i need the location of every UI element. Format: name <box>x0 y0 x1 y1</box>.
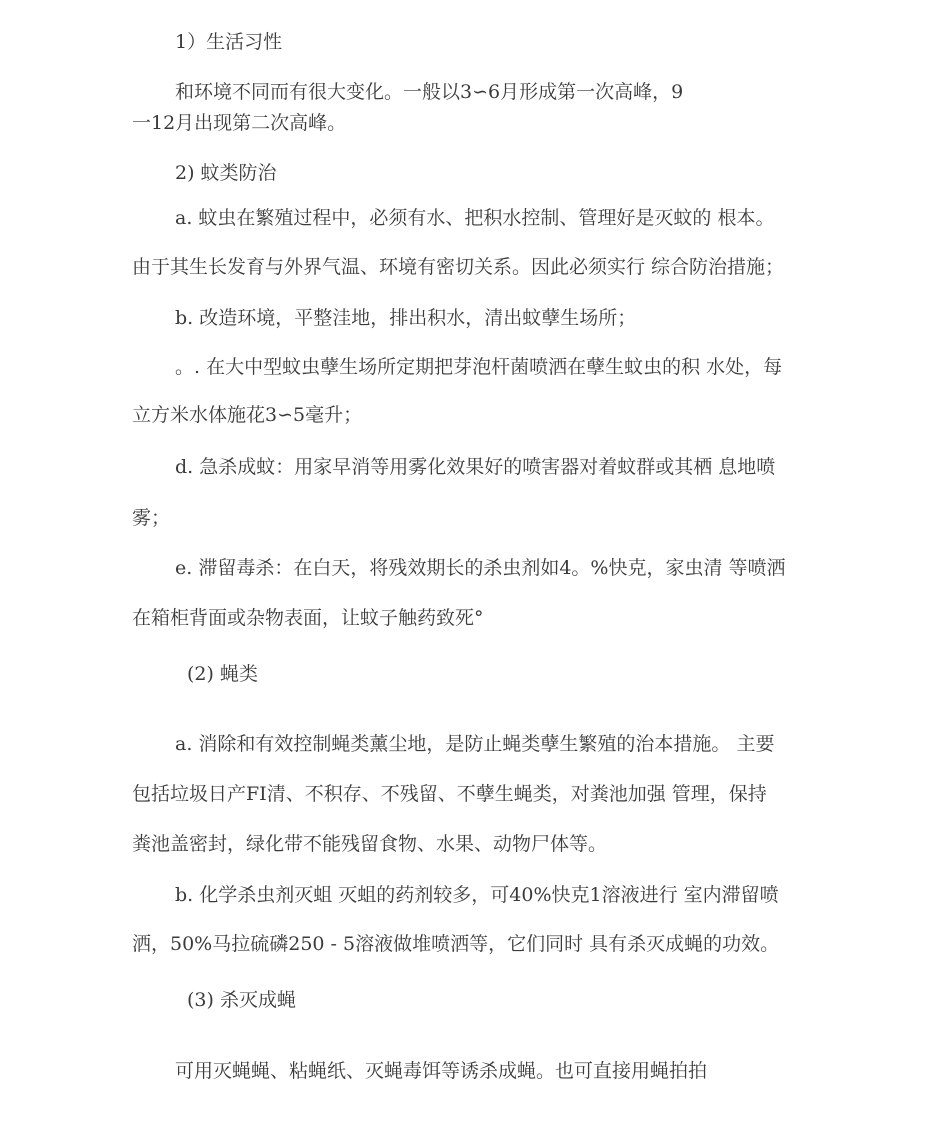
paragraph-line: d. 急杀成蚊：用家早消等用雾化效果好的喷害器对着蚊群或其栖 息地喷 <box>175 456 776 478</box>
paragraph-line: 雾； <box>132 507 171 529</box>
paragraph-line: 可用灭蝇蝇、粘蝇纸、灭蝇毒饵等诱杀成蝇。也可直接用蝇拍拍 <box>175 1060 708 1082</box>
section-heading-kill-adult-flies: (3) 杀灭成蝇 <box>187 989 296 1011</box>
section-heading-flies: (2) 蝇类 <box>187 663 258 685</box>
paragraph-line: 由于其生长发育与外界气温、环境有密切关系。因此必须实行 综合防治措施； <box>132 256 785 278</box>
paragraph-line: 和环境不同而有很大变化。一般以3∽6月形成第一次高峰，9 <box>175 81 684 103</box>
section-heading-habits: 1）生活习性 <box>175 31 283 53</box>
paragraph-line: 一12月出现第二次高峰。 <box>132 112 347 134</box>
paragraph-line: b. 化学杀虫剂灭蛆 灭蛆的药剂较多，可40%快克1溶液进行 室内滞留喷 <box>175 884 779 906</box>
paragraph-line: 立方米水体施花3∽5毫升； <box>132 404 363 426</box>
paragraph-line: 。. 在大中型蚊虫孽生场所定期把芽泡杆菌喷洒在孽生蚊虫的积 水处，每 <box>175 356 783 378</box>
paragraph-line: b. 改造环境，平整洼地，排出积水，清出蚊孽生场所； <box>175 307 637 329</box>
paragraph-line: 在箱柜背面或杂物表面，让蚊子触药致死° <box>132 607 484 629</box>
section-heading-mosquito-control: 2) 蚊类防治 <box>175 162 277 184</box>
paragraph-line: e. 滞留毒杀：在白天，将残效期长的杀虫剂如4。%快克，家虫清 等喷洒 <box>175 557 786 579</box>
paragraph-line: 洒，50%马拉硫磷250 - 5溶液做堆喷洒等，它们同时 具有杀灭成蝇的功效。 <box>132 933 780 955</box>
paragraph-line: 包括垃圾日产FI清、不积存、不残留、不孽生蝇类，对粪池加强 管理，保持 <box>132 783 767 805</box>
paragraph-line: a. 消除和有效控制蝇类薰尘地，是防止蝇类孽生繁殖的治本措施。 主要 <box>175 733 775 755</box>
paragraph-line: a. 蚊虫在繁殖过程中，必须有水、把积水控制、管理好是灭蚊的 根本。 <box>175 207 775 229</box>
paragraph-line: 粪池盖密封，绿化带不能残留食物、水果、动物尸体等。 <box>132 833 608 855</box>
